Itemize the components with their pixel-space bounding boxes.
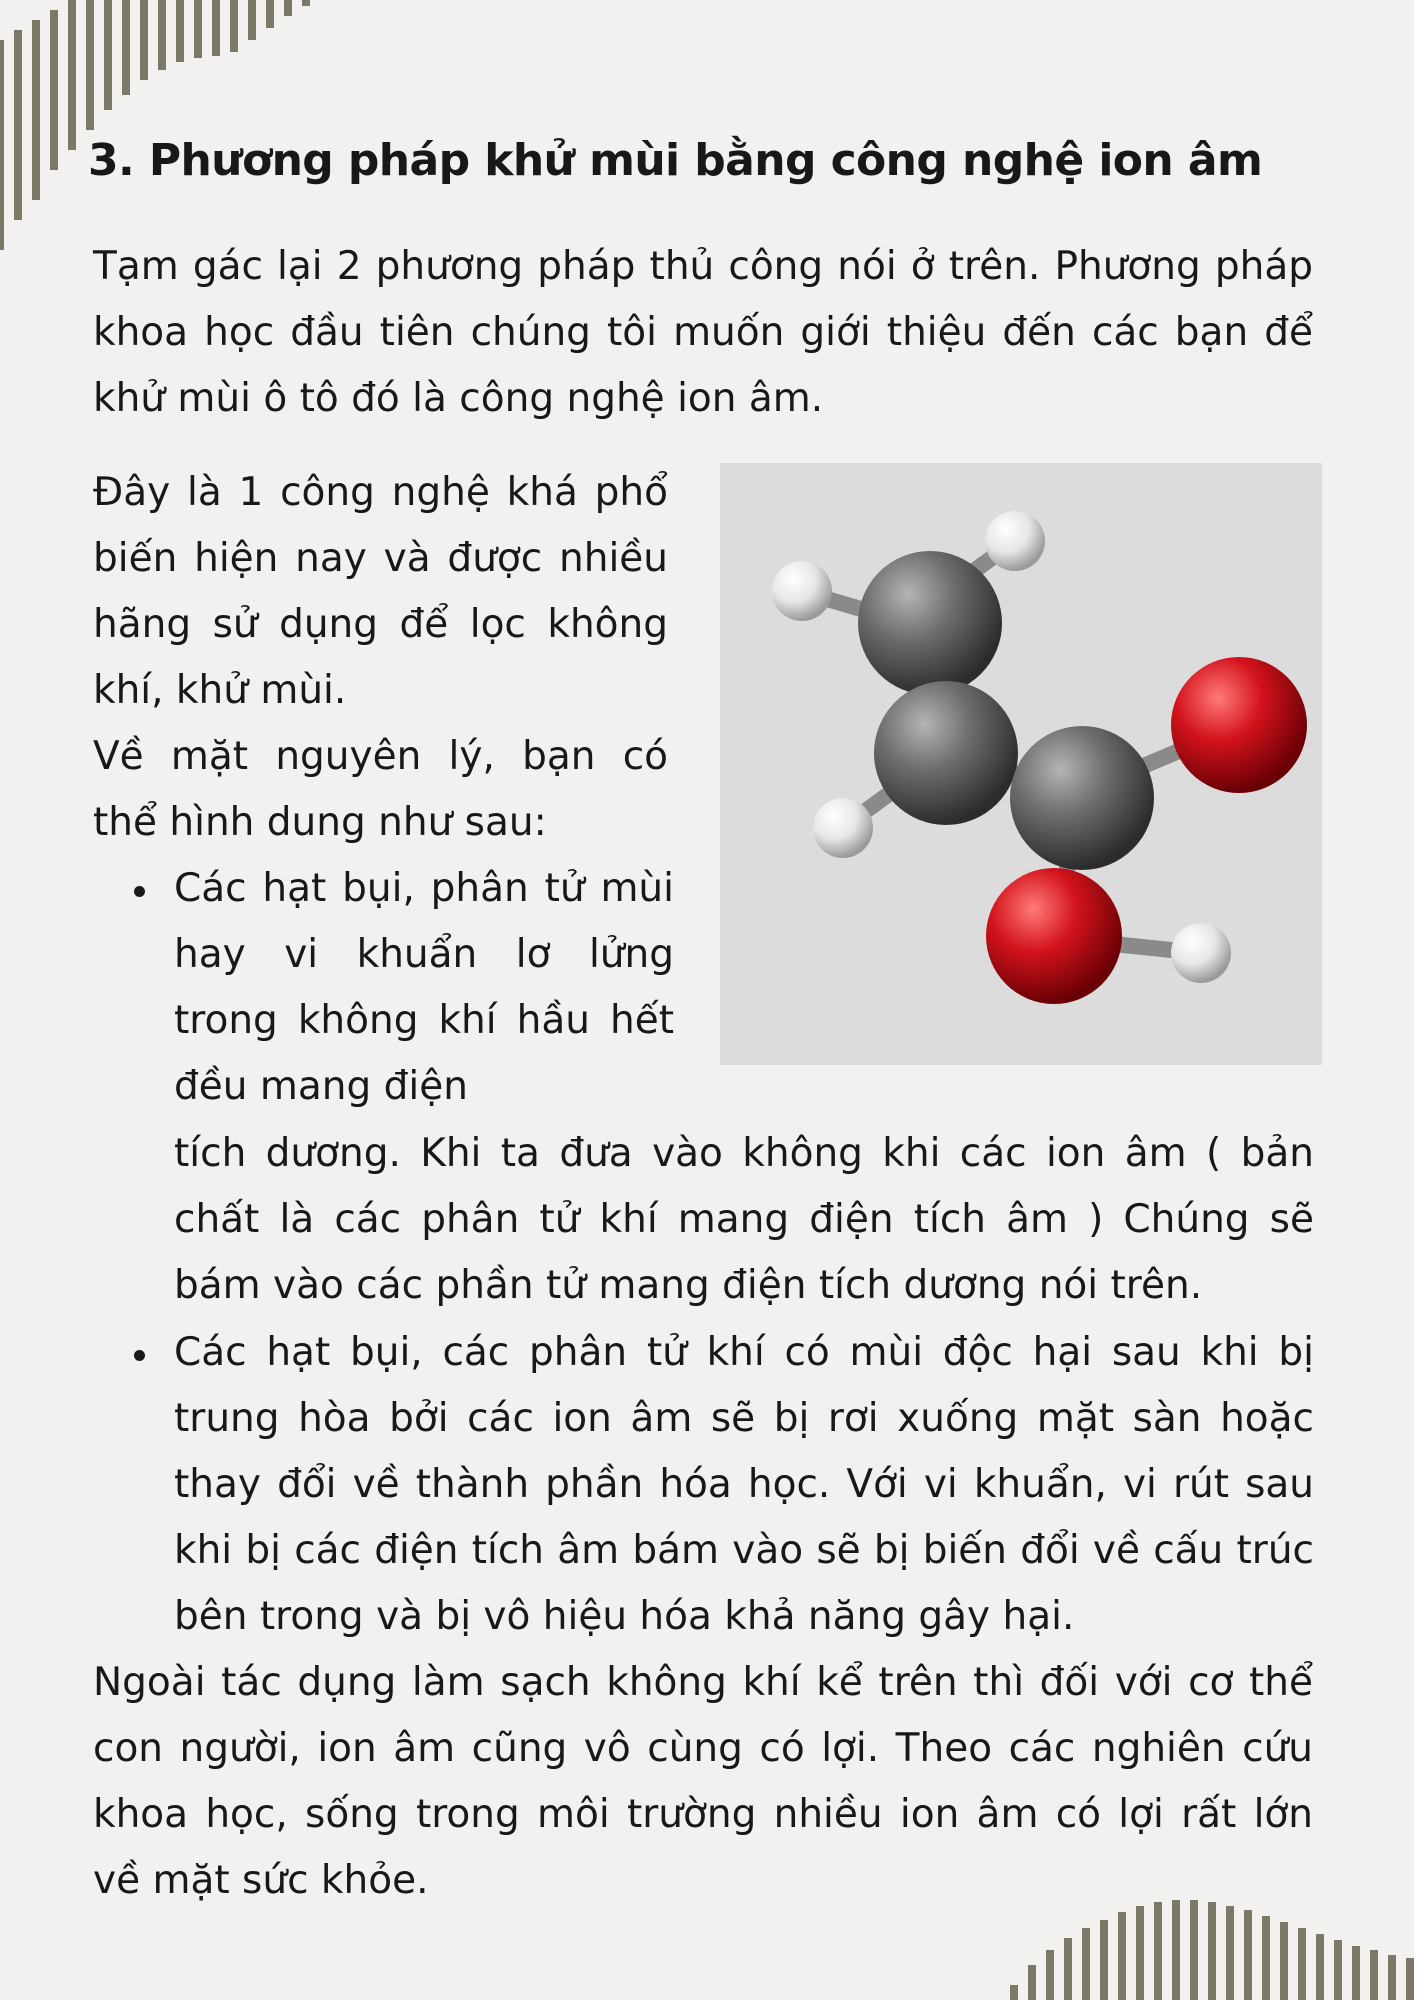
body-paragraph-1: Đây là 1 công nghệ khá phổ biến hiện nay và được nhiều hãng sử dụng để lọc không khí, khử mùi. xyxy=(93,470,668,713)
oxygen-atom xyxy=(986,868,1122,1004)
decorative-stripes-top-left xyxy=(0,0,360,260)
section-heading: 3. Phương pháp khử mùi bằng công nghệ ion âm xyxy=(88,135,1263,186)
carbon-atom xyxy=(874,681,1018,825)
bullet-dot-icon xyxy=(134,886,145,897)
left-column xyxy=(93,460,668,856)
bullet-1-text-part1: Các hạt bụi, phân tử mùi hay vi khuẩn lơ lửng trong không khí hầu hết đều mang điện xyxy=(174,866,674,1109)
molecule-image xyxy=(720,463,1322,1065)
hydrogen-atom xyxy=(813,798,873,858)
bullet-2-text: Các hạt bụi, các phân tử khí có mùi độc hại sau khi bị trung hòa bởi các ion âm sẽ bị rơi xuống mặt sàn hoặc thay đổi về thành phần hóa học. Với vi khuẩn, vi rút sau khi bị các điện tích âm bám vào sẽ bị biến đổi về cấu trúc bên trong và bị vô hiệu hóa khả năng gây hại. xyxy=(174,1330,1314,1639)
hydrogen-atom xyxy=(772,561,832,621)
intro-paragraph: Tạm gác lại 2 phương pháp thủ công nói ở trên. Phương pháp khoa học đầu tiên chúng tôi muốn giới thiệu đến các bạn để khử mùi ô tô đó là công nghệ ion âm. xyxy=(93,244,1313,421)
carbon-atom xyxy=(1010,726,1154,870)
closing-paragraph: Ngoài tác dụng làm sạch không khí kể trên thì đối với cơ thể con người, ion âm cũng vô cùng có lợi. Theo các nghiên cứu khoa học, sống trong môi trường nhiều ion âm có lợi rất lớn về mặt sức khỏe. xyxy=(93,1660,1313,1903)
oxygen-atom xyxy=(1171,657,1307,793)
hydrogen-atom xyxy=(985,511,1045,571)
bullet-dot-icon xyxy=(134,1350,145,1361)
body-paragraph-2: Về mặt nguyên lý, bạn có thể hình dung như sau: xyxy=(93,734,668,845)
carbon-atom xyxy=(858,551,1002,695)
hydrogen-atom xyxy=(1171,923,1231,983)
bullet-1-text-part2: tích dương. Khi ta đưa vào không khi các ion âm ( bản chất là các phân tử khí mang điện tích âm ) Chúng sẽ bám vào các phần tử mang điện tích dương nói trên. xyxy=(174,1131,1314,1308)
